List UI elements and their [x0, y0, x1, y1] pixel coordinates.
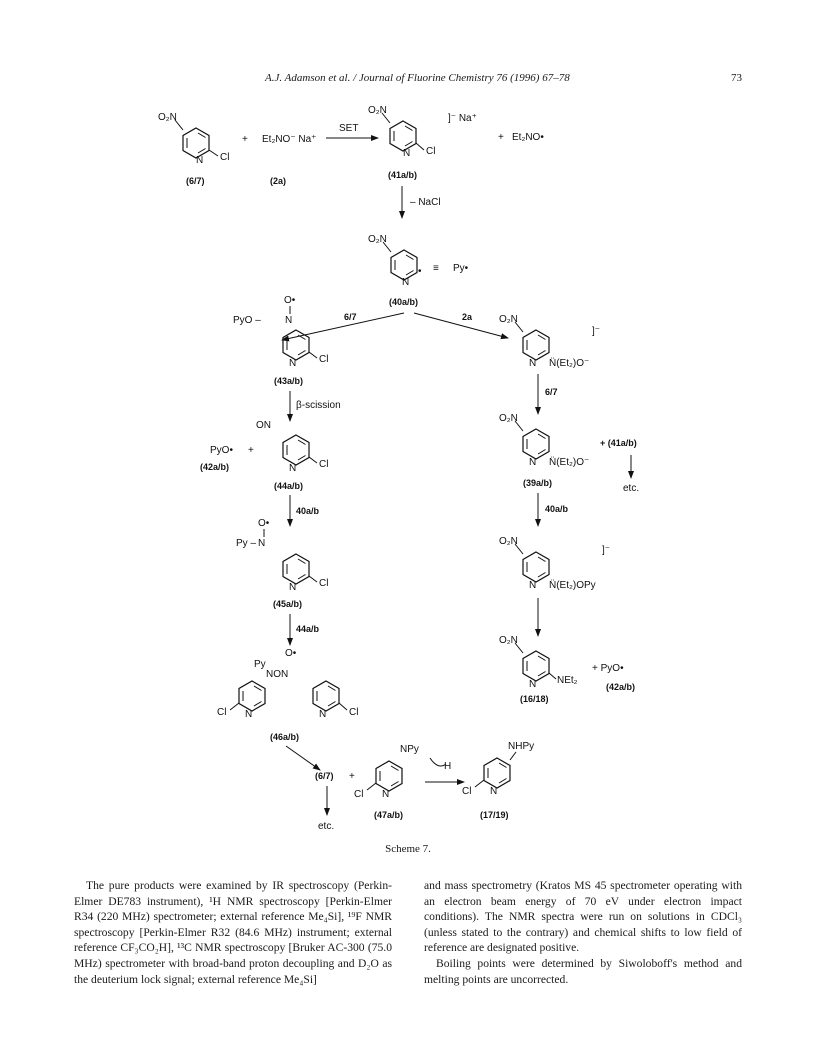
label-44: (44a/b) [274, 481, 304, 491]
label-43: (43a/b) [274, 376, 304, 386]
svg-text:N: N [258, 538, 266, 549]
svg-text:N: N [529, 679, 537, 690]
label-42a: (42a/b) [200, 462, 230, 472]
label-39: (39a/b) [523, 478, 553, 488]
structure-39 [499, 413, 589, 468]
arrow-right-branch [414, 313, 508, 338]
svg-text:N: N [289, 582, 297, 593]
npy-label: NPy [400, 744, 419, 755]
svg-text:O•: O• [284, 295, 296, 306]
arrow-set-label: SET [339, 123, 359, 134]
label-17: (17/19) [480, 810, 509, 820]
etc-bottom: etc. [318, 821, 335, 832]
arrow-beta-label: β-scission [296, 400, 341, 411]
reaction-scheme [0, 95, 816, 855]
svg-text:ON: ON [256, 420, 271, 431]
structure-17-19 [462, 741, 534, 797]
svg-text:N: N [245, 709, 253, 720]
plus-pyo: + PyO• [592, 663, 624, 674]
svg-text:Py –: Py – [236, 538, 257, 549]
svg-text:•: • [418, 266, 422, 277]
label-42b: (42a/b) [606, 682, 636, 692]
arrow-67-label: 6/7 [344, 312, 357, 322]
arrow-nacl-label: – NaCl [410, 197, 441, 208]
svg-text:+: + [498, 132, 504, 143]
svg-text:N: N [529, 358, 537, 369]
scheme-caption: Scheme 7. [385, 843, 431, 855]
svg-text:Cl: Cl [349, 707, 359, 718]
svg-text:PyO –: PyO – [233, 315, 261, 326]
svg-text:O•: O• [258, 518, 270, 529]
svg-text:N: N [490, 786, 498, 797]
structure-45 [236, 518, 328, 593]
label-16: (16/18) [520, 694, 549, 704]
label-67b: (6/7) [315, 771, 334, 781]
svg-text:NON: NON [266, 669, 289, 680]
svg-text:NEt₂: NEt₂ [557, 675, 578, 686]
svg-text:+: + [349, 771, 355, 782]
structure-opy-adduct [499, 536, 596, 591]
svg-text:N: N [319, 709, 327, 720]
arrow-40ab-left-label: 40a/b [296, 506, 320, 516]
label-2a: (2a) [270, 176, 287, 186]
svg-text:Cl: Cl [462, 786, 472, 797]
arrow-2a-label: 2a [462, 312, 473, 322]
svg-text:O•: O• [285, 648, 297, 659]
svg-text:Cl: Cl [220, 152, 230, 163]
etc-right: etc. [623, 483, 640, 494]
right-paragraph-2: Boiling points were determined by Siwoloboff's method and melting points are uncorrected. [424, 956, 742, 986]
label-41: (41a/b) [388, 170, 418, 180]
radical-anion-counter: ]⁻ Na⁺ [448, 113, 477, 124]
svg-text:O₂N: O₂N [499, 314, 518, 325]
structure-6-7 [158, 112, 229, 166]
svg-text:Cl: Cl [319, 459, 329, 470]
svg-text:Cl: Cl [426, 146, 436, 157]
structure-47 [354, 744, 419, 800]
svg-text:O₂N: O₂N [158, 112, 177, 123]
right-column [424, 878, 742, 987]
structure-16-18 [499, 635, 578, 690]
left-column [74, 878, 392, 987]
page-number: 73 [731, 72, 742, 84]
page-header [0, 72, 816, 88]
product-et2no: Et₂NO• [512, 132, 544, 143]
svg-text:O₂N: O₂N [499, 635, 518, 646]
structure-41 [368, 105, 435, 159]
label-47: (47a/b) [374, 810, 404, 820]
svg-text:]⁻: ]⁻ [602, 545, 611, 556]
svg-text:O₂N: O₂N [499, 413, 518, 424]
svg-text:≡: ≡ [433, 263, 439, 274]
svg-text:N̈(Et₂)O⁻: N̈(Et₂)O⁻ [549, 457, 590, 468]
label-40: (40a/b) [389, 297, 419, 307]
structure-40 [368, 234, 422, 288]
pyo-radical: PyO• [210, 445, 233, 456]
h-label: H [444, 761, 452, 772]
structure-46 [217, 648, 358, 720]
reagent-et2no: Et₂NO⁻ Na⁺ [262, 134, 317, 145]
svg-text:N: N [285, 315, 293, 326]
svg-text:N: N [529, 580, 537, 591]
svg-text:Py: Py [254, 659, 266, 670]
label-6-7: (6/7) [186, 176, 205, 186]
svg-text:N: N [402, 277, 410, 288]
svg-text:N: N [289, 463, 297, 474]
svg-text:+: + [242, 134, 248, 145]
equiv-py: Py• [453, 263, 469, 274]
svg-text:Cl: Cl [354, 789, 364, 800]
arrow-46-to-67 [286, 746, 320, 770]
svg-text:N̈(Et₂)O⁻: N̈(Et₂)O⁻ [549, 358, 590, 369]
svg-text:Cl: Cl [319, 354, 329, 365]
left-paragraph: The pure products were examined by IR spectroscopy (Perkin-Elmer DE783 instrument), ¹H NMR spectroscopy [Perkin-Elmer R34 (220 MHz) spectrometer; external reference Me₄Si], ¹⁹F NMR spectroscopy [Perkin-Elmer R32 (84.6 MHz) instrument; external reference CF₃CO₂H], ¹³C NMR spectroscopy [Bruker AC-300 (75.0 MHz) spectrometer with broad-band proton decoupling and D₂O as the deuterium lock signal; external reference Me₄Si] [74, 879, 392, 986]
running-head: A.J. Adamson et al. / Journal of Fluorine Chemistry 76 (1996) 67–78 [265, 72, 570, 84]
svg-text:N: N [382, 789, 390, 800]
nhpy-label: NHPy [508, 741, 535, 752]
svg-text:N: N [403, 148, 411, 159]
structure-right-anion [499, 314, 589, 369]
arrow-40ab-right-label: 40a/b [545, 504, 569, 514]
svg-text:N̈(Et₂)OPy: N̈(Et₂)OPy [549, 580, 596, 591]
plus-41ab: + (41a/b) [600, 438, 637, 448]
body-text [74, 878, 742, 987]
svg-text:O₂N: O₂N [499, 536, 518, 547]
svg-text:O₂N: O₂N [368, 234, 387, 245]
svg-text:Cl: Cl [217, 707, 227, 718]
svg-text:N: N [196, 155, 204, 166]
svg-text:N: N [289, 358, 297, 369]
svg-text:N: N [529, 457, 537, 468]
svg-text:Cl: Cl [319, 578, 329, 589]
structure-43 [233, 295, 328, 369]
svg-text:]⁻: ]⁻ [592, 326, 601, 337]
label-46: (46a/b) [270, 732, 300, 742]
arrow-67-right-label: 6/7 [545, 387, 558, 397]
arrow-44ab-label: 44a/b [296, 624, 320, 634]
label-45: (45a/b) [273, 599, 303, 609]
right-paragraph-1: and mass spectrometry (Kratos MS 45 spectrometer operating with an electron beam energy of 70 eV under electron impact conditions). The NMR spectra were run on solutions in CDCl₃ (unless stated to the contrary) and chemical shifts to low field of reference are designated positive. [424, 879, 742, 955]
structure-44 [256, 420, 328, 474]
svg-text:+: + [248, 445, 254, 456]
svg-text:O₂N: O₂N [368, 105, 387, 116]
